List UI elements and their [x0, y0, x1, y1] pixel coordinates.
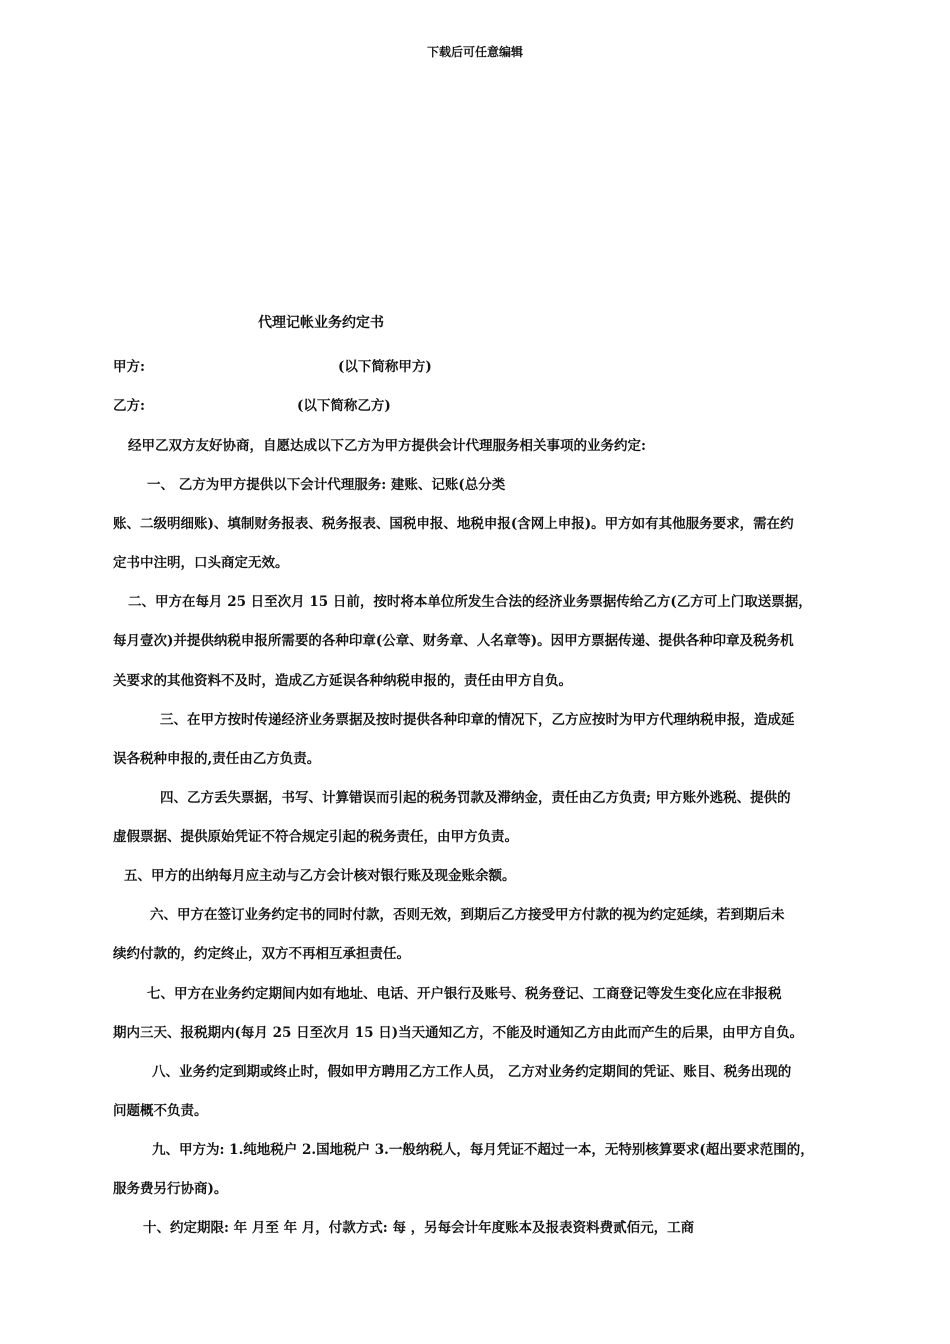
party-a-label: 甲方:	[113, 359, 145, 375]
clause-8-line-1: 八、业务约定到期或终止时，假如甲方聘用乙方工作人员， 乙方对业务约定期间的凭证、账目、税务出现的	[152, 1064, 792, 1080]
clause-5-line-1: 五、甲方的出纳每月应主动与乙方会计核对银行账及现金账余额。	[124, 868, 516, 884]
party-a-note: (以下简称甲方)	[338, 359, 432, 375]
clause-7-line-2: 期内三天、报税期内(每月 25 日至次月 15 日)当天通知乙方，不能及时通知乙方由此而产生的后果，由甲方自负。	[113, 1025, 804, 1041]
clause-2-line-2: 每月壹次)并提供纳税申报所需要的各种印章(公章、财务章、人名章等)。因甲方票据传递、提供各种印章及税务机	[113, 633, 794, 649]
clause-1-line-1: 一、 乙方为甲方提供以下会计代理服务: 建账、记账(总分类	[147, 477, 506, 493]
clause-6-line-2: 续约付款的，约定终止，双方不再相互承担责任。	[113, 946, 410, 962]
clause-2-line-3: 关要求的其他资料不及时，造成乙方延误各种纳税申报的，责任由甲方自负。	[113, 673, 572, 689]
party-b-label: 乙方:	[113, 398, 145, 414]
intro-paragraph: 经甲乙双方友好协商，自愿达成以下乙方为甲方提供会计代理服务相关事项的业务约定:	[128, 438, 646, 454]
clause-4-line-2: 虚假票据、提供原始凭证不符合规定引起的税务责任，由甲方负责。	[113, 829, 518, 845]
header-note: 下载后可任意编辑	[426, 45, 523, 59]
clause-7-line-1: 七、甲方在业务约定期间内如有地址、电话、开户银行及账号、税务登记、工商登记等发生变化应在非报税	[147, 986, 782, 1002]
clause-9-line-1: 九、甲方为: 1.纯地税户 2.国地税户 3.一般纳税人，每月凭证不超过一本，无特别核算要求(超出要求范围的，	[152, 1142, 814, 1158]
clause-3-line-2: 误各税种申报的,责任由乙方负责。	[113, 751, 321, 767]
clause-9-line-2: 服务费另行协商)。	[113, 1181, 228, 1197]
clause-1-line-3: 定书中注明，口头商定无效。	[113, 555, 289, 571]
clause-6-line-1: 六、甲方在签订业务约定书的同时付款，否则无效，到期后乙方接受甲方付款的视为约定延续，若到期后未	[150, 907, 785, 923]
clause-3-line-1: 三、在甲方按时传递经济业务票据及按时提供各种印章的情况下，乙方应按时为甲方代理纳税申报，造成延	[160, 712, 795, 728]
party-b-note: (以下简称乙方)	[297, 398, 391, 414]
clause-10-line-1: 十、约定期限: 年 月至 年 月，付款方式: 每 ，另每会计年度账本及报表资料费贰佰元，工商	[143, 1220, 695, 1236]
clause-1-line-2: 账、二级明细账)、填制财务报表、税务报表、国税申报、地税申报(含网上申报)。甲方如有其他服务要求，需在约	[113, 516, 794, 532]
document-title: 代理记帐业务约定书	[258, 315, 384, 331]
clause-8-line-2: 问题概不负责。	[113, 1103, 208, 1119]
clause-2-line-1: 二、甲方在每月 25 日至次月 15 日前，按时将本单位所发生合法的经济业务票据传给乙方(乙方可上门取送票据，	[128, 594, 812, 610]
clause-4-line-1: 四、乙方丢失票据，书写、计算错误而引起的税务罚款及滞纳金，责任由乙方负责; 甲方账外逃税、提供的	[160, 790, 791, 806]
